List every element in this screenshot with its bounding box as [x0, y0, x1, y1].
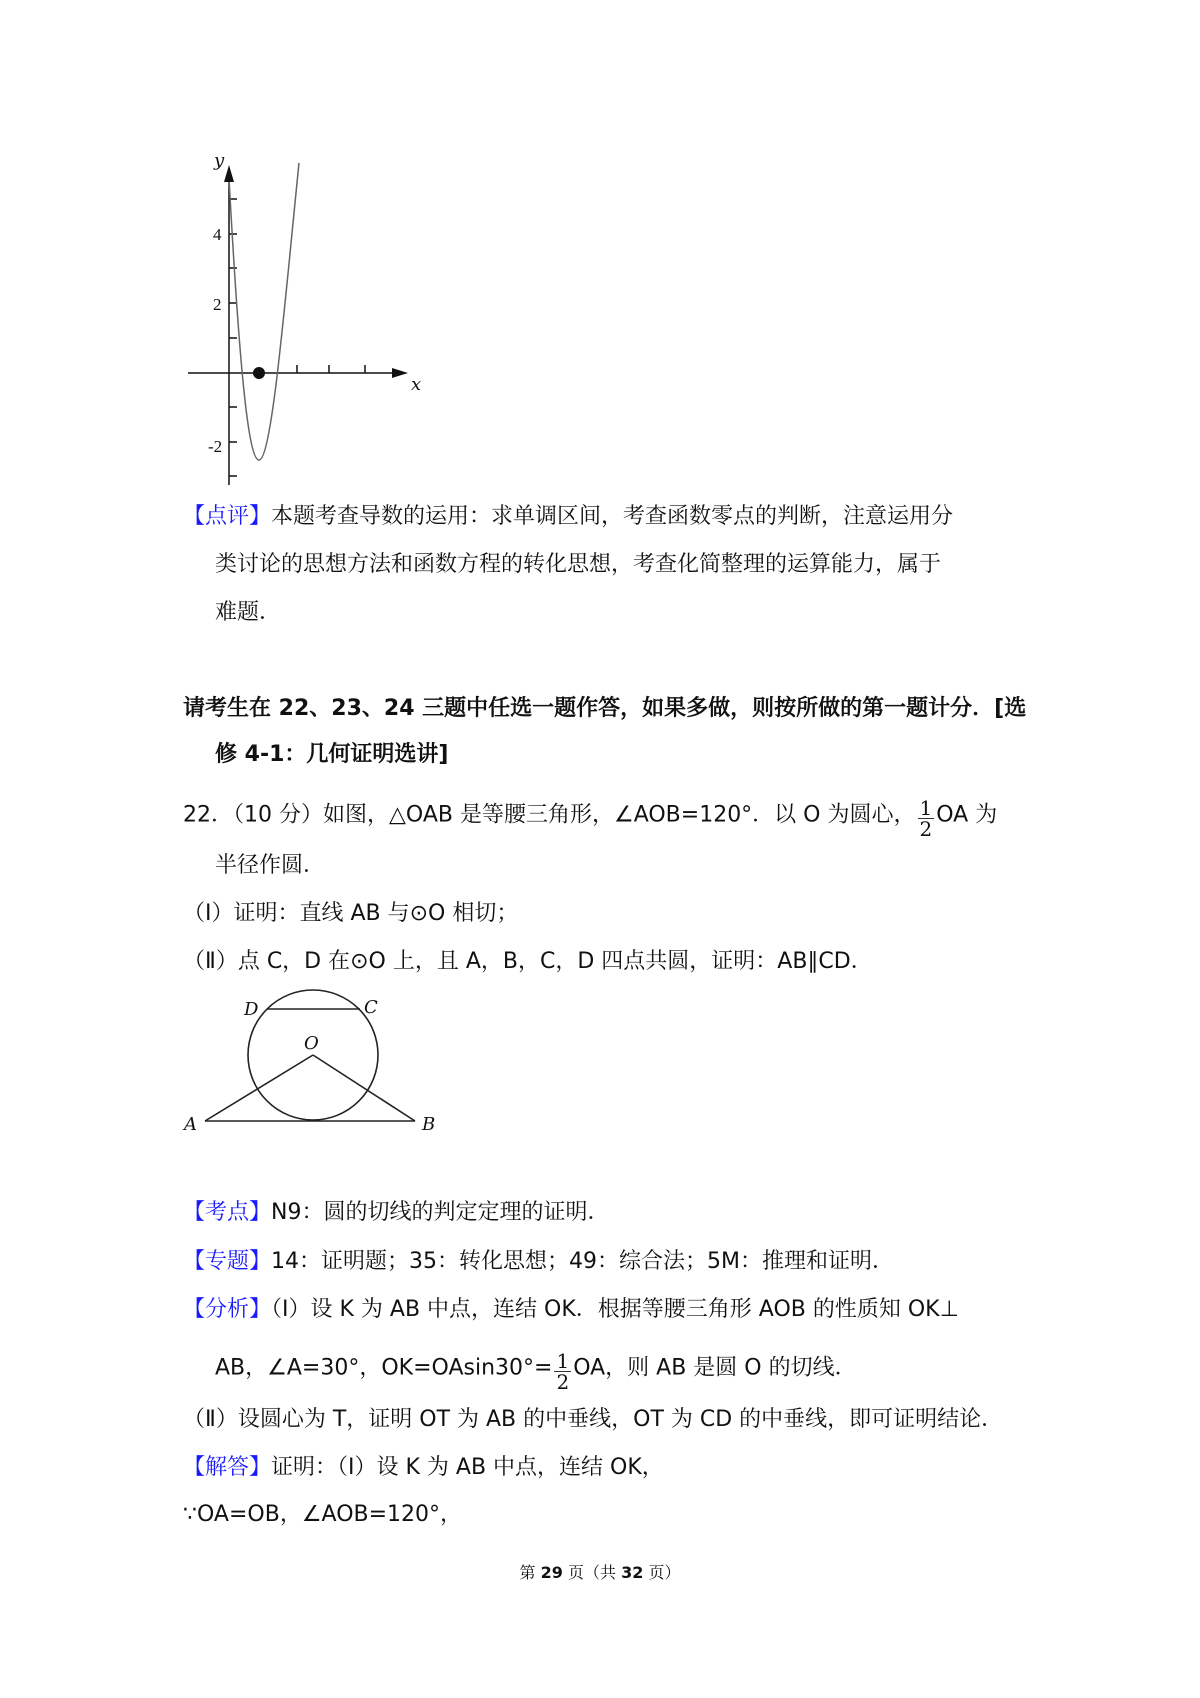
problem-part-2: （Ⅱ）点 C，D 在⊙O 上，且 A，B，C，D 四点共圆，证明：AB∥CD．	[183, 949, 873, 974]
fenxi-text-2b: OA，则 AB 是圆 O 的切线．	[573, 1355, 857, 1381]
problem-line-2: 半径作圆．	[215, 853, 326, 878]
problem-text-1a: 22．（10 分）如图，△OAB 是等腰三角形，∠AOB=120°．以 O 为圆心，	[183, 802, 916, 828]
tick-label-4: 4	[213, 225, 222, 244]
zero-point-dot	[253, 367, 265, 379]
footer-pre: 第	[519, 1563, 541, 1582]
fenxi-line-3: （Ⅱ）设圆心为 T，证明 OT 为 AB 的中垂线，OT 为 CD 的中垂线，即可证明结论．	[183, 1407, 1004, 1432]
y-axis-arrow	[224, 165, 234, 182]
jieda-tag: 【解答】	[183, 1455, 272, 1480]
fenxi-tag: 【分析】	[183, 1297, 272, 1322]
segment-oa	[205, 1055, 313, 1121]
problem-part-1: （Ⅰ）证明：直线 AB 与⊙O 相切；	[183, 901, 519, 926]
y-ticks	[229, 199, 237, 476]
function-curve	[229, 163, 299, 460]
page-number: 29	[540, 1563, 563, 1582]
label-d: D	[244, 999, 259, 1020]
fenxi-line-2	[215, 1345, 857, 1392]
frac-den: 2	[919, 817, 933, 841]
kaodian-line	[183, 1198, 609, 1228]
review-line-3: 难题．	[215, 600, 282, 625]
fenxi-text-1: （Ⅰ）设 K 为 AB 中点，连结 OK．根据等腰三角形 AOB 的性质知 OK⊥	[271, 1297, 959, 1322]
label-a: A	[184, 1114, 197, 1135]
label-b: B	[422, 1114, 436, 1135]
frac-num: 1	[919, 796, 933, 820]
jieda-text: 证明：（Ⅰ）设 K 为 AB 中点，连结 OK，	[271, 1455, 664, 1480]
x-axis-arrow	[392, 368, 408, 378]
tick-label-neg2: -2	[208, 437, 223, 456]
frac-num-2: 1	[556, 1349, 570, 1373]
review-text-1: 本题考查导数的运用：求单调区间，考查函数零点的判断，注意运用分	[271, 504, 954, 529]
frac-den-2: 2	[556, 1370, 570, 1394]
review-tag: 【点评】	[183, 504, 272, 529]
segment-ob	[313, 1055, 415, 1121]
label-o: O	[304, 1033, 319, 1054]
instruction-line-2: 修 4-1：几何证明选讲]	[215, 742, 449, 767]
y-axis-label: y	[214, 150, 225, 171]
review-line-2: 类讨论的思想方法和函数方程的转化思想，考查化简整理的运算能力，属于	[215, 552, 942, 577]
label-c: C	[364, 997, 378, 1018]
zhuanti-line	[183, 1247, 894, 1277]
problem-text-1b: OA 为	[936, 802, 998, 828]
instruction-line-1: 请考生在 22、23、24 三题中任选一题作答，如果多做，则按所做的第一题计分．[选	[183, 696, 1027, 721]
kaodian-tag: 【考点】	[183, 1200, 272, 1225]
page-footer	[0, 1560, 1200, 1583]
zhuanti-text: 14：证明题；35：转化思想；49：综合法；5M：推理和证明．	[271, 1249, 894, 1274]
fraction-one-half	[918, 798, 935, 839]
fenxi-text-2a: AB，∠A=30°，OK=OAsin30°=	[215, 1355, 553, 1381]
fenxi-line-1	[183, 1295, 959, 1325]
kaodian-text: N9：圆的切线的判定定理的证明．	[271, 1200, 610, 1225]
problem-line-1	[183, 792, 997, 839]
x-ticks	[297, 365, 365, 373]
tick-label-2: 2	[213, 295, 222, 314]
page-total: 32	[621, 1563, 644, 1582]
fraction-one-half-2	[554, 1351, 571, 1392]
jieda-line-1	[183, 1453, 664, 1483]
zhuanti-tag: 【专题】	[183, 1249, 272, 1274]
footer-mid: 页（共	[562, 1563, 622, 1582]
geometry-figure	[205, 990, 415, 1121]
x-axis-label: x	[411, 374, 422, 395]
review-line-1	[183, 502, 953, 532]
circle-o	[248, 990, 378, 1120]
footer-post: 页）	[643, 1563, 681, 1582]
jieda-line-2: ∵OA=OB，∠AOB=120°，	[183, 1502, 463, 1527]
